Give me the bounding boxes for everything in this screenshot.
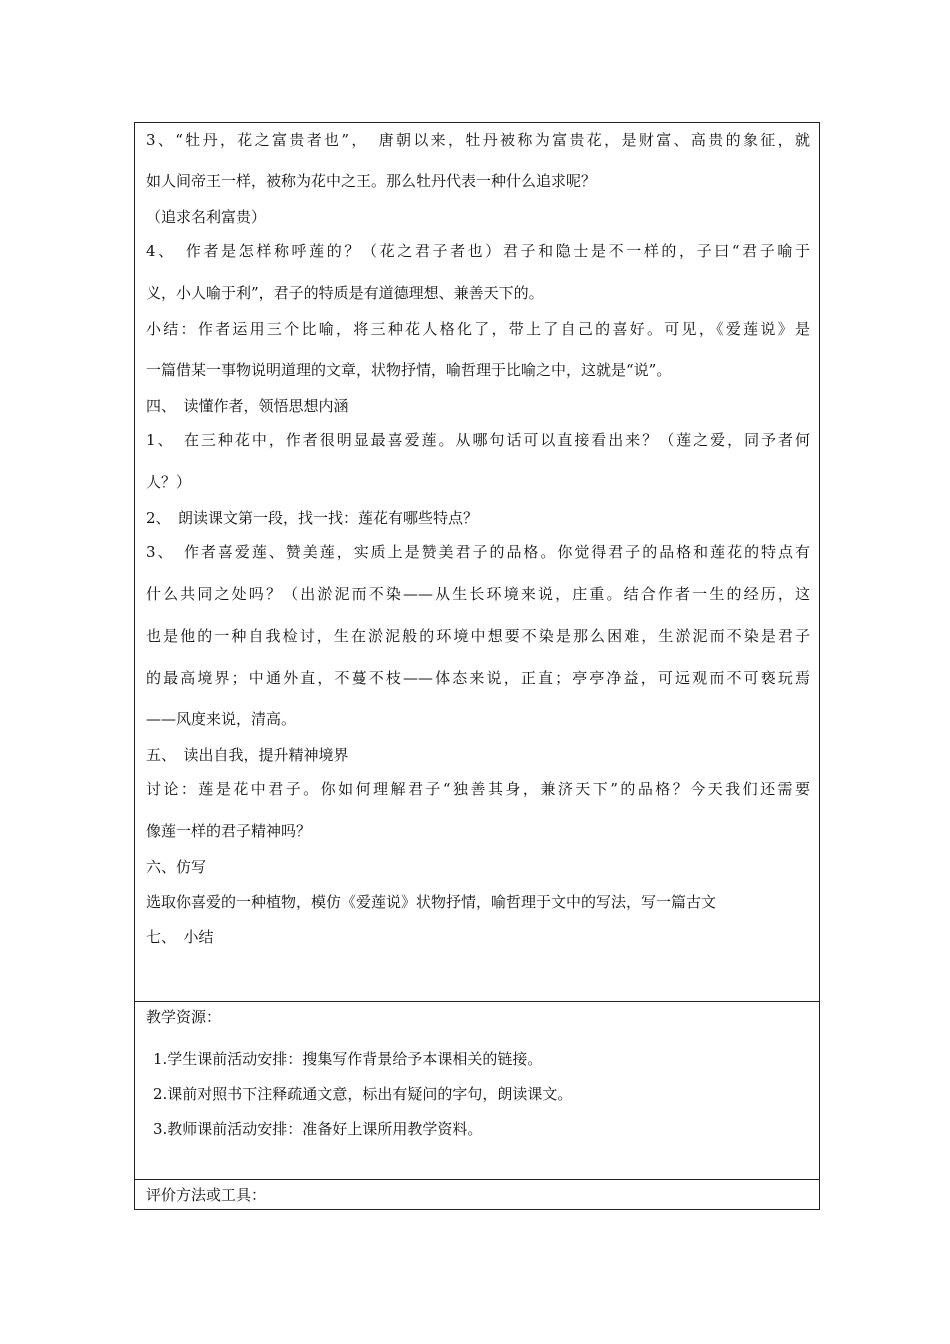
text-line: 如人间帝王一样，被称为花中之王。那么牡丹代表一种什么追求呢？	[146, 172, 597, 190]
text-line: 3、 作者喜爱莲、赞美莲，实质上是赞美君子的品格。你觉得君子的品格和莲花的特点有	[146, 543, 810, 561]
text-line: ——风度来说，清高。	[146, 710, 297, 728]
evaluation-heading: 评价方法或工具：	[146, 1186, 267, 1204]
evaluation-cell	[135, 1179, 819, 1210]
text-line: 2、 朗读课文第一段，找一找：莲花有哪些特点？	[146, 509, 479, 527]
teaching-resources-cell	[135, 1001, 819, 1179]
text-line: 人？）	[146, 473, 192, 491]
text-line: 讨论：莲是花中君子。你如何理解君子“独善其身，兼济天下”的品格？今天我们还需要	[146, 780, 810, 798]
text-line: 选取你喜爱的一种植物，模仿《爱莲说》状物抒情，喻哲理于文中的写法，写一篇古文	[146, 893, 717, 911]
text-line: （追求名利富贵）	[146, 208, 267, 226]
resources-heading: 教学资源：	[146, 1008, 222, 1026]
resource-item: 2.课前对照书下注释疏通文意，标出有疑问的字句，朗读课文。	[153, 1085, 573, 1103]
section-heading: 七、 小结	[146, 928, 214, 946]
text-line: 3、“牡丹，花之富贵者也”， 唐朝以来，牡丹被称为富贵花，是财富、高贵的象征，就	[146, 131, 810, 149]
text-line: 义，小人喻于利”，君子的特质是有道德理想、兼善天下的。	[146, 284, 544, 302]
text-line: 也是他的一种自我检讨，生在淤泥般的环境中想要不染是那么困难，生淤泥而不染是君子	[146, 627, 810, 645]
text-line: 的最高境界；中通外直，不蔓不枝——体态来说，正直；亭亭净益，可远观而不可亵玩焉	[146, 669, 810, 687]
resource-item: 1.学生课前活动安排：搜集写作背景给予本课相关的链接。	[153, 1050, 543, 1068]
section-heading: 四、 读懂作者，领悟思想内涵	[146, 397, 349, 415]
teaching-process-cell	[135, 123, 819, 1001]
text-line: 1、 在三种花中，作者很明显最喜爱莲。从哪句话可以直接看出来？（莲之爱，同予者何	[146, 431, 810, 449]
text-line: 一篇借某一事物说明道理的文章，状物抒情，喻哲理于比喻之中，这就是“说”。	[146, 361, 672, 379]
section-heading: 六、仿写	[146, 858, 207, 876]
text-line: 4、 作者是怎样称呼莲的？（花之君子者也）君子和隐士是不一样的，子曰“君子喻于	[146, 242, 810, 260]
section-heading: 五、 读出自我，提升精神境界	[146, 746, 349, 764]
resource-item: 3.教师课前活动安排：准备好上课所用教学资料。	[153, 1120, 483, 1138]
text-line: 像莲一样的君子精神吗？	[146, 822, 312, 840]
lesson-plan-table	[134, 122, 820, 1210]
text-line: 什么共同之处吗？（出淤泥而不染——从生长环境来说，庄重。结合作者一生的经历，这	[146, 585, 810, 603]
text-line: 小结：作者运用三个比喻，将三种花人格化了，带上了自己的喜好。可见，《爱莲说》是	[146, 320, 810, 338]
